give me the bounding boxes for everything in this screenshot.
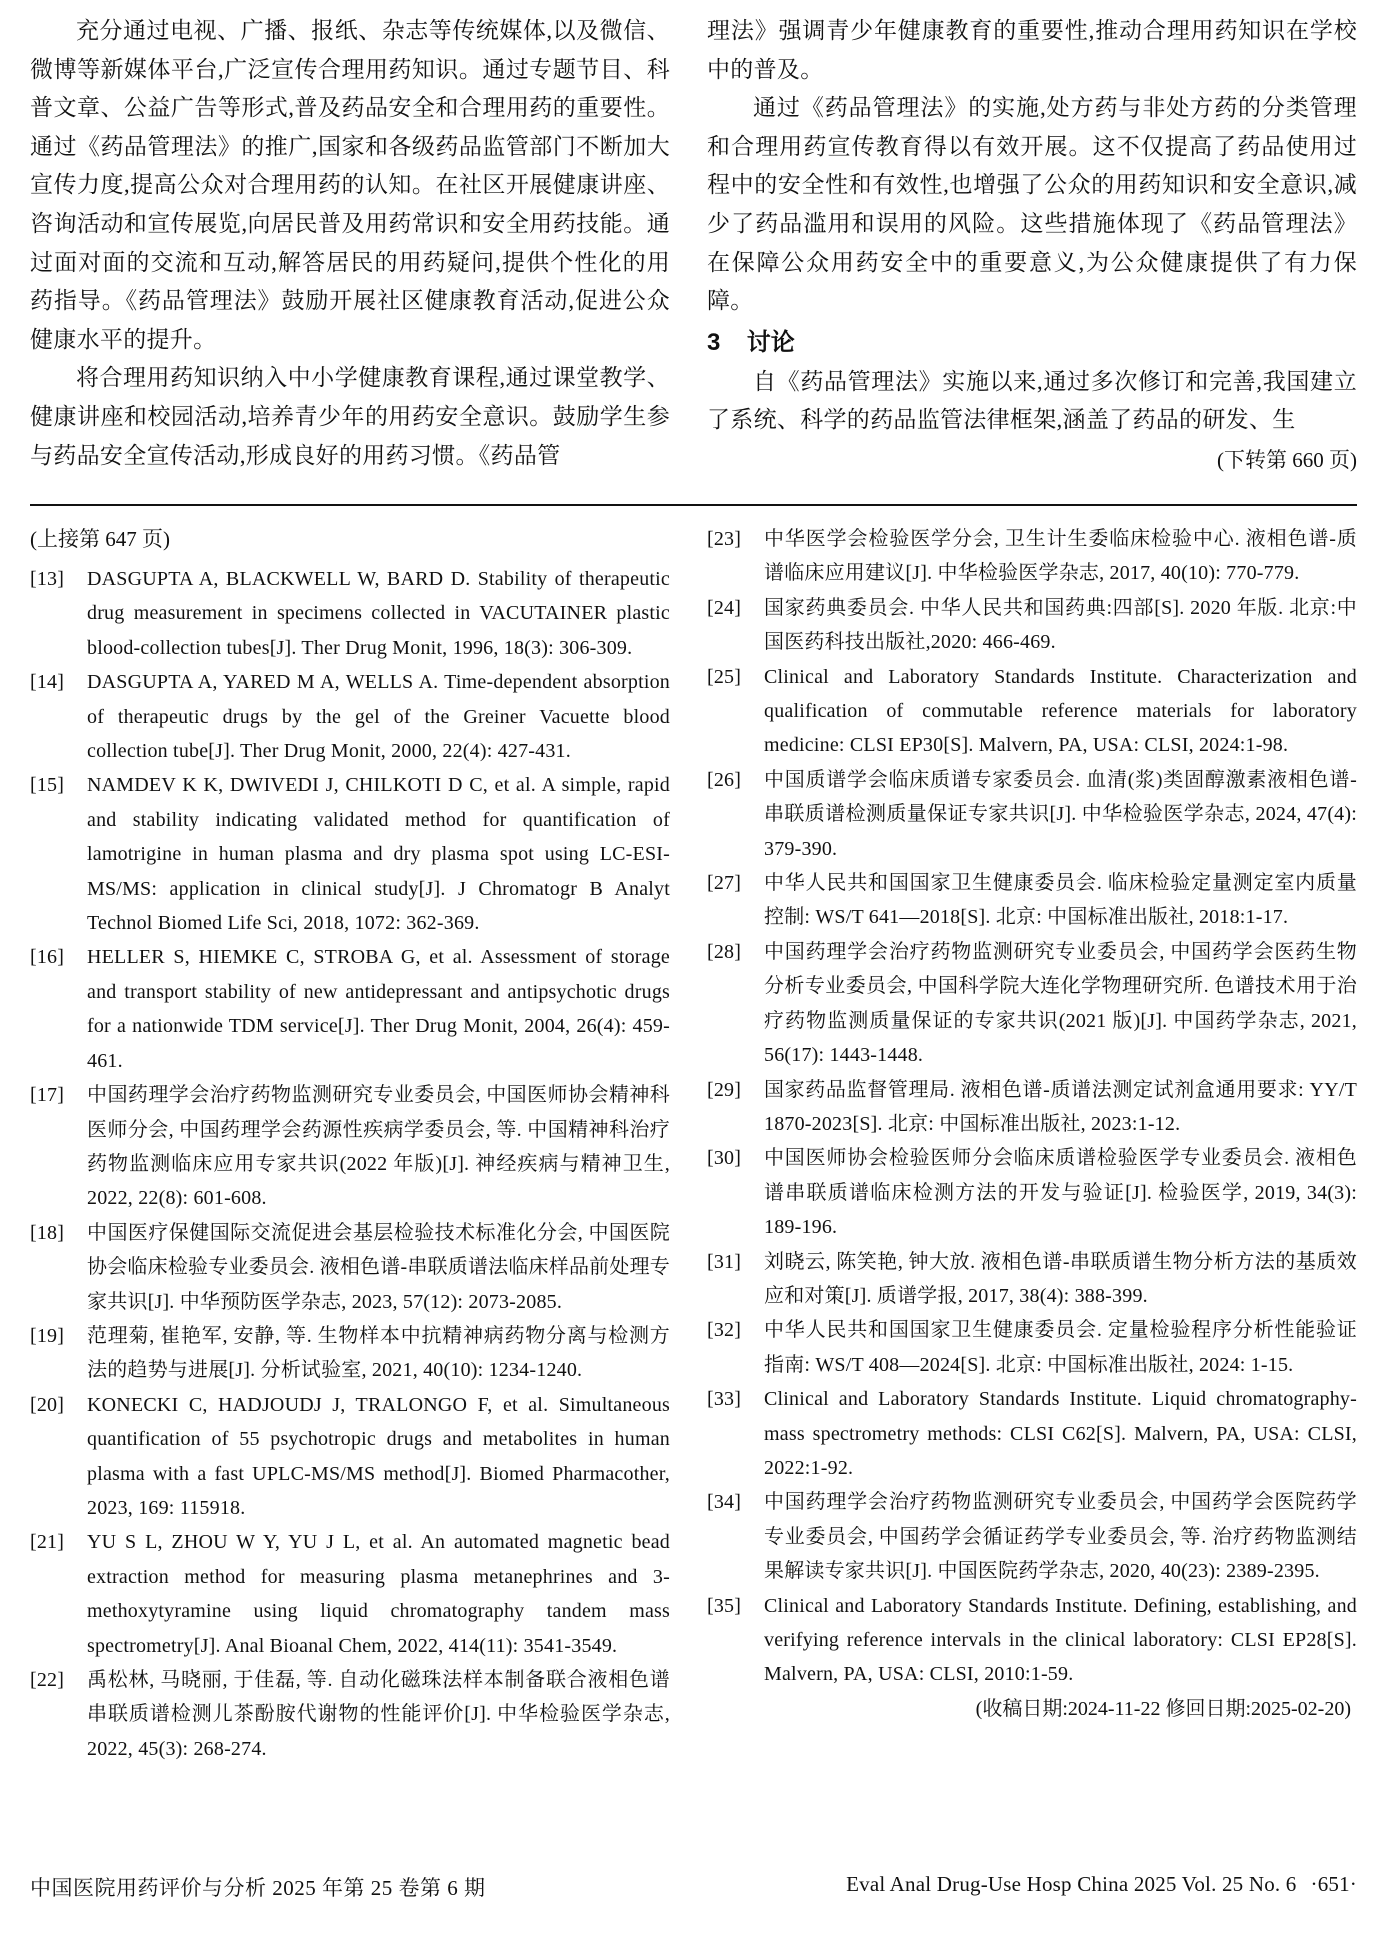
footer-journal-en — [846, 1872, 1357, 1902]
reference-item — [707, 1313, 1357, 1382]
reference-item — [707, 866, 1357, 935]
footer-page-number: ·651· — [1310, 1872, 1357, 1896]
footer-journal-en-title: Eval Anal Drug-Use Hosp China 2025 Vol. 25 No. 6 — [846, 1872, 1297, 1896]
reference-item — [30, 1663, 670, 1766]
reference-item — [707, 763, 1357, 866]
reference-item — [30, 768, 670, 940]
article-right-column — [707, 12, 1357, 498]
references-right-column — [707, 522, 1357, 1766]
section-heading-discussion — [707, 323, 1357, 363]
reference-item — [30, 1525, 670, 1663]
reference-item — [30, 1078, 670, 1216]
reference-text: 刘晓云, 陈笑艳, 钟大放. 液相色谱-串联质谱生物分析方法的基质效应和对策[J]. 质谱学报, 2017, 38(4): 388-399. — [764, 1250, 1357, 1307]
reference-text: 中华人民共和国国家卫生健康委员会. 临床检验定量测定室内质量控制: WS/T 641—2018[S]. 北京: 中国标准出版社, 2018:1-17. — [764, 872, 1357, 929]
references-section — [0, 506, 1375, 1766]
received-revised-dates: (收稿日期:2024-11-22 修回日期:2025-02-20) — [975, 1697, 1351, 1720]
reference-text: 中华人民共和国国家卫生健康委员会. 定量检验程序分析性能验证指南: WS/T 408—2024[S]. 北京: 中国标准出版社, 2024: 1-15. — [764, 1319, 1357, 1376]
reference-text: YU S L, ZHOU W Y, YU J L, et al. An automated magnetic bead extraction method for measuring plasma metanephrines and 3-methoxytyramine using liquid chromatography tandem mass spectrometry[J]. Anal Bioanal Chem, 2022, 414(11): 3541-3549. — [87, 1531, 670, 1657]
reference-item — [707, 1073, 1357, 1142]
reference-item — [30, 940, 670, 1078]
reference-number: [31] — [707, 1250, 742, 1273]
reference-text: 中国质谱学会临床质谱专家委员会. 血清(浆)类固醇激素液相色谱-串联质谱检测质量保证专家共识[J]. 中华检验医学杂志, 2024, 47(4): 379-390. — [764, 768, 1357, 860]
paragraph: 通过《药品管理法》的实施,处方药与非处方药的分类管理和合理用药宣传教育得以有效开展。这不仅提高了药品使用过程中的安全性和有效性,也增强了公众的用药知识和安全意识,减少了药品滥用和误用的风险。这些措施体现了《药品管理法》在保障公众用药安全中的重要意义,为公众健康提供了有力保障。 — [707, 95, 1357, 314]
reference-text: 范理菊, 崔艳军, 安静, 等. 生物样本中抗精神病药物分离与检测方法的趋势与进展[J]. 分析试验室, 2021, 40(10): 1234-1240. — [87, 1324, 670, 1382]
reference-number: [15] — [30, 774, 65, 797]
reference-number: [26] — [707, 768, 742, 791]
reference-list-left — [30, 562, 670, 1766]
reference-number: [23] — [707, 528, 742, 550]
reference-number: [25] — [707, 665, 742, 688]
section-number: 3 — [707, 328, 721, 356]
reference-text: 国家药品监督管理局. 液相色谱-质谱法测定试剂盒通用要求: YY/T 1870-2023[S]. 北京: 中国标准出版社, 2023:1-12. — [764, 1078, 1357, 1135]
references-left-column — [30, 522, 670, 1766]
article-body — [0, 0, 1375, 498]
paragraph: 充分通过电视、广播、报纸、杂志等传统媒体,以及微信、微博等新媒体平台,广泛宣传合理用药知识。通过专题节目、科普文章、公益广告等形式,普及药品安全和合理用药的重要性。通过《药品管理法》的推广,国家和各级药品监管部门不断加大宣传力度,提高公众对合理用药的认知。在社区开展健康讲座、咨询活动和宣传展览,向居民普及用药常识和安全用药技能。通过面对面的交流和互动,解答居民的用药疑问,提供个性化的用药指导。《药品管理法》鼓励开展社区健康教育活动,促进公众健康水平的提升。 — [30, 18, 670, 352]
continued-from-note: (上接第 647 页) — [30, 527, 170, 551]
reference-text: DASGUPTA A, YARED M A, WELLS A. Time-dependent absorption of therapeutic drugs by the gel of the Greiner Vacuette blood collection tube[J]. Ther Drug Monit, 2000, 22(4): 427-431. — [87, 671, 670, 763]
reference-text: 中国药理学会治疗药物监测研究专业委员会, 中国药学会医药生物分析专业委员会, 中国科学院大连化学物理研究所. 色谱技术用于治疗药物监测质量保证的专家共识(2021 版)[J]. 中国药学杂志, 2021, 56(17): 1443-1448. — [764, 940, 1357, 1067]
reference-item — [707, 935, 1357, 1073]
reference-number: [19] — [30, 1324, 65, 1347]
reference-text: 禹松林, 马晓丽, 于佳磊, 等. 自动化磁珠法样本制备联合液相色谱串联质谱检测儿茶酚胺代谢物的性能评价[J]. 中华检验医学杂志, 2022, 45(3): 268-274. — [87, 1669, 670, 1760]
reference-item — [707, 1382, 1357, 1485]
reference-text: NAMDEV K K, DWIVEDI J, CHILKOTI D C, et al. A simple, rapid and stability indicating validated method for quantification of lamotrigine in human plasma and dry plasma spot using LC-ESI-MS/MS: application in clinical study[J]. J Chromatogr B Analyt Technol Biomed Life Sci, 2018, 1072: 362-369. — [87, 774, 670, 935]
reference-text: DASGUPTA A, BLACKWELL W, BARD D. Stability of therapeutic drug measurement in specimens collected in VACUTAINER plastic blood-collection tubes[J]. Ther Drug Monit, 1996, 18(3): 306-309. — [87, 568, 670, 659]
reference-number: [32] — [707, 1319, 742, 1342]
reference-number: [35] — [707, 1594, 742, 1617]
reference-item — [707, 522, 1357, 591]
reference-item — [707, 1245, 1357, 1314]
reference-text: HELLER S, HIEMKE C, STROBA G, et al. Assessment of storage and transport stability of new antidepressant and antipsychotic drugs for a nationwide TDM service[J]. Ther Drug Monit, 2004, 26(4): 459-461. — [87, 946, 670, 1072]
reference-item — [707, 1589, 1357, 1692]
section-title: 讨论 — [746, 328, 795, 356]
page-footer — [30, 1872, 1357, 1902]
reference-item — [30, 1319, 670, 1388]
reference-item — [30, 665, 670, 768]
reference-item — [707, 1485, 1357, 1588]
article-left-column — [30, 12, 670, 498]
reference-text: 中国医师协会检验医师分会临床质谱检验医学专业委员会. 液相色谱串联质谱临床检测方法的开发与验证[J]. 检验医学, 2019, 34(3): 189-196. — [764, 1147, 1357, 1239]
reference-text: 中国医疗保健国际交流促进会基层检验技术标准化分会, 中国医院协会临床检验专业委员会. 液相色谱-串联质谱法临床样品前处理专家共识[J]. 中华预防医学杂志, 2023, 57(12): 2073-2085. — [87, 1221, 670, 1313]
reference-item — [707, 660, 1357, 763]
reference-number: [20] — [30, 1393, 65, 1416]
reference-text: Clinical and Laboratory Standards Institute. Liquid chromatography-mass spectrometry methods: CLSI C62[S]. Malvern, PA, USA: CLSI, 2022:1-92. — [764, 1388, 1357, 1479]
reference-item — [30, 1216, 670, 1319]
reference-item — [30, 1388, 670, 1526]
reference-text: KONECKI C, HADJOUDJ J, TRALONGO F, et al. Simultaneous quantification of 55 psychotropic drugs and metabolites in human plasma with a fast UPLC-MS/MS method[J]. Biomed Pharmacother, 2023, 169: 115918. — [87, 1393, 670, 1519]
paragraph: 自《药品管理法》实施以来,通过多次修订和完善,我国建立了系统、科学的药品监管法律框架,涵盖了药品的研发、生 — [707, 368, 1357, 433]
reference-number: [28] — [707, 940, 742, 963]
reference-text: 中国药理学会治疗药物监测研究专业委员会, 中国医师协会精神科医师分会, 中国药理学会药源性疾病学委员会, 等. 中国精神科治疗药物监测临床应用专家共识(2022 年版)[J]. 神经疾病与精神卫生, 2022, 22(8): 601-608. — [87, 1084, 670, 1210]
reference-number: [30] — [707, 1147, 742, 1170]
continued-to-note: (下转第 660 页) — [1217, 447, 1357, 472]
reference-list-right — [707, 522, 1357, 1692]
reference-number: [17] — [30, 1084, 65, 1107]
reference-text: 中华医学会检验医学分会, 卫生计生委临床检验中心. 液相色谱-质谱临床应用建议[J]. 中华检验医学杂志, 2017, 40(10): 770-779. — [764, 528, 1357, 585]
reference-number: [16] — [30, 946, 65, 969]
reference-number: [33] — [707, 1388, 742, 1411]
reference-item — [707, 1141, 1357, 1244]
reference-text: Clinical and Laboratory Standards Institute. Characterization and qualification of commutable reference materials for laboratory medicine: CLSI EP30[S]. Malvern, PA, USA: CLSI, 2024:1-98. — [764, 665, 1357, 757]
reference-number: [13] — [30, 568, 65, 590]
reference-number: [34] — [707, 1491, 742, 1514]
reference-number: [22] — [30, 1669, 65, 1691]
reference-number: [24] — [707, 596, 742, 619]
reference-number: [14] — [30, 671, 65, 694]
paragraph: 将合理用药知识纳入中小学健康教育课程,通过课堂教学、健康讲座和校园活动,培养青少年的用药安全意识。鼓励学生参与药品安全宣传活动,形成良好的用药习惯。《药品管 — [30, 365, 670, 468]
reference-text: Clinical and Laboratory Standards Institute. Defining, establishing, and verifying reference intervals in the clinical laboratory: CLSI EP28[S]. Malvern, PA, USA: CLSI, 2010:1-59. — [764, 1594, 1357, 1686]
reference-number: [21] — [30, 1531, 65, 1554]
reference-number: [29] — [707, 1078, 742, 1101]
reference-item — [30, 562, 670, 665]
reference-text: 国家药典委员会. 中华人民共和国药典:四部[S]. 2020 年版. 北京:中国医药科技出版社,2020: 466-469. — [764, 596, 1357, 654]
paragraph: 理法》强调青少年健康教育的重要性,推动合理用药知识在学校中的普及。 — [707, 18, 1357, 82]
reference-item — [707, 591, 1357, 660]
reference-text: 中国药理学会治疗药物监测研究专业委员会, 中国药学会医院药学专业委员会, 中国药学会循证药学专业委员会, 等. 治疗药物监测结果解读专家共识[J]. 中国医院药学杂志, 2020, 40(23): 2389-2395. — [764, 1491, 1357, 1583]
reference-number: [18] — [30, 1221, 65, 1244]
footer-journal-cn: 中国医院用药评价与分析 2025 年第 25 卷第 6 期 — [30, 1876, 486, 1900]
reference-number: [27] — [707, 872, 742, 895]
